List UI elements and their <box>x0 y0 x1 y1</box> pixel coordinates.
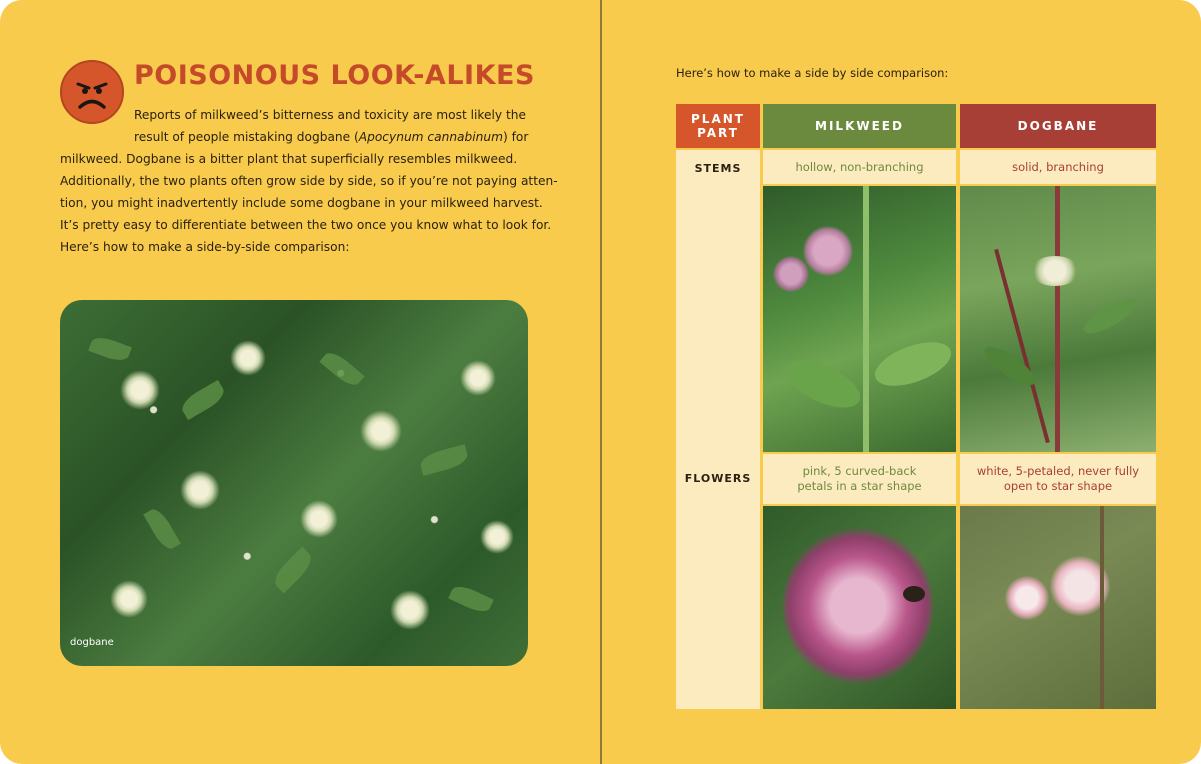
milkweed-stems-text: hollow, non-branching <box>795 159 924 174</box>
paragraph-line: result of people mistaking dogbane (Apocynum cannabinum) for <box>134 130 529 144</box>
milkweed-flowers-text-line1: pink, 5 curved-back <box>802 464 917 478</box>
comparison-table <box>676 104 1156 709</box>
row-label-stems: STEMS <box>694 162 742 175</box>
page-title: POISONOUS LOOK-ALIKES <box>134 60 535 91</box>
dogbane-flowers-text-line1: white, 5-petaled, never fully <box>976 464 1140 478</box>
header-plant-part <box>676 104 760 148</box>
row-label-flowers: FLOWERS <box>684 472 752 485</box>
plant-part-column <box>676 150 760 709</box>
intro-paragraph <box>60 104 558 258</box>
header-milkweed: MILKWEED <box>763 104 956 148</box>
milkweed-flowers-desc <box>763 454 956 504</box>
page-spine <box>600 0 602 764</box>
header-plant-part-line2: PART <box>697 126 739 140</box>
paragraph-line: Here’s how to make a side-by-side comparison: <box>60 240 350 254</box>
dogbane-stems-desc <box>960 150 1156 184</box>
milkweed-flower-photo <box>763 506 956 709</box>
dogbane-stem-photo <box>960 186 1156 452</box>
dogbane-flowers-text-line2: open to star shape <box>1003 479 1113 493</box>
milkweed-stem-photo <box>763 186 956 452</box>
paragraph-line: tion, you might inadvertently include some dogbane in your milkweed harvest. <box>60 196 543 210</box>
dogbane-photo <box>60 300 528 666</box>
milkweed-stems-desc <box>763 150 956 184</box>
dogbane-flower-photo <box>960 506 1156 709</box>
paragraph-line: It’s pretty easy to differentiate between the two once you know what to look for. <box>60 218 552 232</box>
paragraph-line: milkweed. Dogbane is a bitter plant that superficially resembles milkweed. <box>60 152 518 166</box>
header-plant-part-line1: PLANT <box>691 112 745 126</box>
comparison-intro: Here’s how to make a side by side comparison: <box>676 66 949 80</box>
milkweed-flowers-text-line2: petals in a star shape <box>797 479 922 493</box>
paragraph-line: Reports of milkweed’s bitterness and toxicity are most likely the <box>134 108 527 122</box>
photo-caption: dogbane <box>70 637 114 648</box>
dogbane-flowers-desc <box>960 454 1156 504</box>
dogbane-stems-text: solid, branching <box>1012 159 1104 174</box>
paragraph-line: Additionally, the two plants often grow side by side, so if you’re not paying atten- <box>60 174 558 188</box>
header-dogbane: DOGBANE <box>960 104 1156 148</box>
